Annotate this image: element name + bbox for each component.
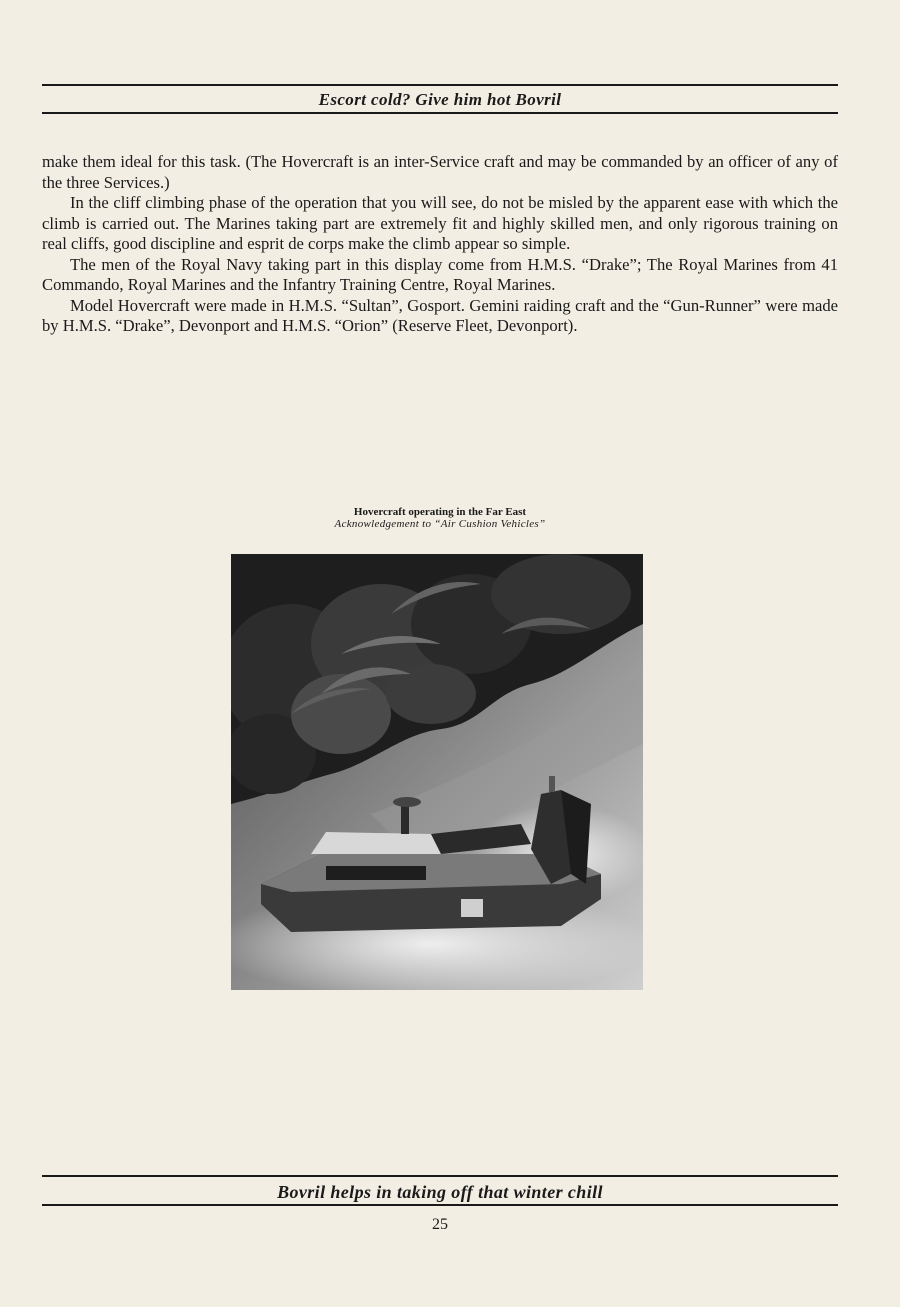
hovercraft-photo [231,554,643,990]
caption-acknowledgement: Acknowledgement to “Air Cushion Vehicles” [334,518,546,530]
page-number: 25 [432,1216,448,1233]
caption-title: Hovercraft operating in the Far East [353,506,527,518]
footer-banner: Bovril helps in taking off that winter chill [42,1175,838,1206]
figure-caption [230,506,650,530]
header-banner: Escort cold? Give him hot Bovril [42,84,838,114]
paragraph-4: Model Hovercraft were made in H.M.S. “Sultan”, Gosport. Gemini raiding craft and the “Gun-Runner” were made by H.M.S. “Drake”, Devonport and H.M.S. “Orion” (Reserve Fleet, Devonport). [42,295,838,335]
body-text [42,152,838,337]
paragraph-2: In the cliff climbing phase of the operation that you will see, do not be misled by the apparent ease with which the climb is carried out. The Marines taking part are extremely fit and highly skilled men, and only rigorous training on real cliffs, good discipline and esprit de corps make the climb appear so simple. [42,193,838,253]
paragraph-1: make them ideal for this task. (The Hovercraft is an inter-Service craft and may be commanded by an officer of any of the three Services.) [42,152,838,192]
paragraph-3: The men of the Royal Navy taking part in this display come from H.M.S. “Drake”; The Royal Marines from 41 Commando, Royal Marines and the Infantry Training Centre, Royal Marines. [42,254,838,294]
